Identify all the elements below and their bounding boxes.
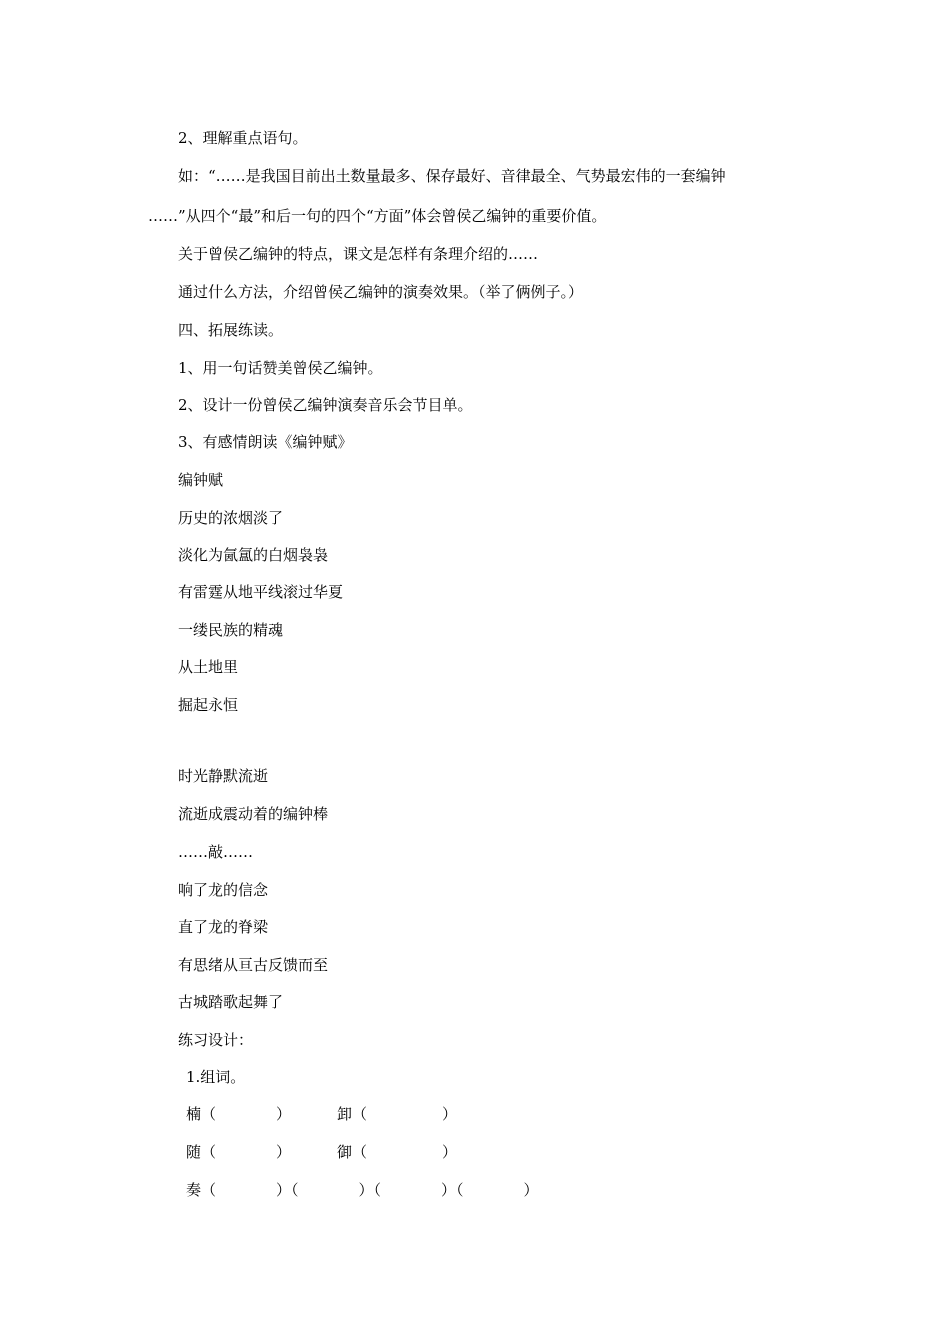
poem-line: 直了龙的脊梁: [178, 918, 269, 936]
section-heading-key-sentences: 2、理解重点语句。: [178, 129, 308, 147]
word-group-blank: 随（ ）: [186, 1143, 292, 1161]
poem-line: 时光静默流逝: [178, 767, 269, 785]
poem-line: 响了龙的信念: [178, 881, 269, 899]
poem-line: 有雷霆从地平线滚过华夏: [178, 583, 344, 601]
poem-line: 淡化为氤氲的白烟袅袅: [178, 546, 329, 564]
list-item: 2、设计一份曾侯乙编钟演奏音乐会节目单。: [178, 396, 473, 414]
word-group-blank: 楠（ ）: [186, 1105, 292, 1123]
poem-line: 一缕民族的精魂: [178, 621, 284, 639]
paragraph-line: ……”从四个“最”和后一句的四个“方面”体会曾侯乙编钟的重要价值。: [148, 207, 607, 225]
paragraph-line: 通过什么方法，介绍曾侯乙编钟的演奏效果。（举了俩例子。）: [178, 283, 584, 301]
poem-line: 历史的浓烟淡了: [178, 509, 284, 527]
poem-title: 编钟赋: [178, 471, 224, 489]
poem-line: 从土地里: [178, 658, 239, 676]
list-item: 3、有感情朗读《编钟赋》: [178, 433, 353, 451]
poem-line: 流逝成震动着的编钟棒: [178, 805, 329, 823]
poem-line: 掘起永恒: [178, 696, 239, 714]
section-heading-extended-reading: 四、拓展练读。: [178, 321, 284, 339]
poem-line: 有思绪从亘古反馈而至: [178, 956, 329, 974]
exercise-item-title: 1.组词。: [186, 1068, 246, 1086]
word-group-blank: 奏（ ）（ ）（ ）（ ）: [186, 1181, 539, 1199]
section-heading-exercise-design: 练习设计：: [178, 1031, 254, 1049]
poem-line: ……敲……: [178, 843, 254, 861]
word-group-blank: 卸（ ）: [337, 1105, 458, 1123]
list-item: 1、用一句话赞美曾侯乙编钟。: [178, 359, 383, 377]
poem-line: 古城踏歌起舞了: [178, 993, 284, 1011]
paragraph-line: 关于曾侯乙编钟的特点，课文是怎样有条理介绍的……: [178, 245, 539, 263]
word-group-blank: 御（ ）: [337, 1143, 458, 1161]
paragraph-line: 如：“……是我国目前出土数量最多、保存最好、音律最全、气势最宏伟的一套编钟: [178, 167, 726, 185]
